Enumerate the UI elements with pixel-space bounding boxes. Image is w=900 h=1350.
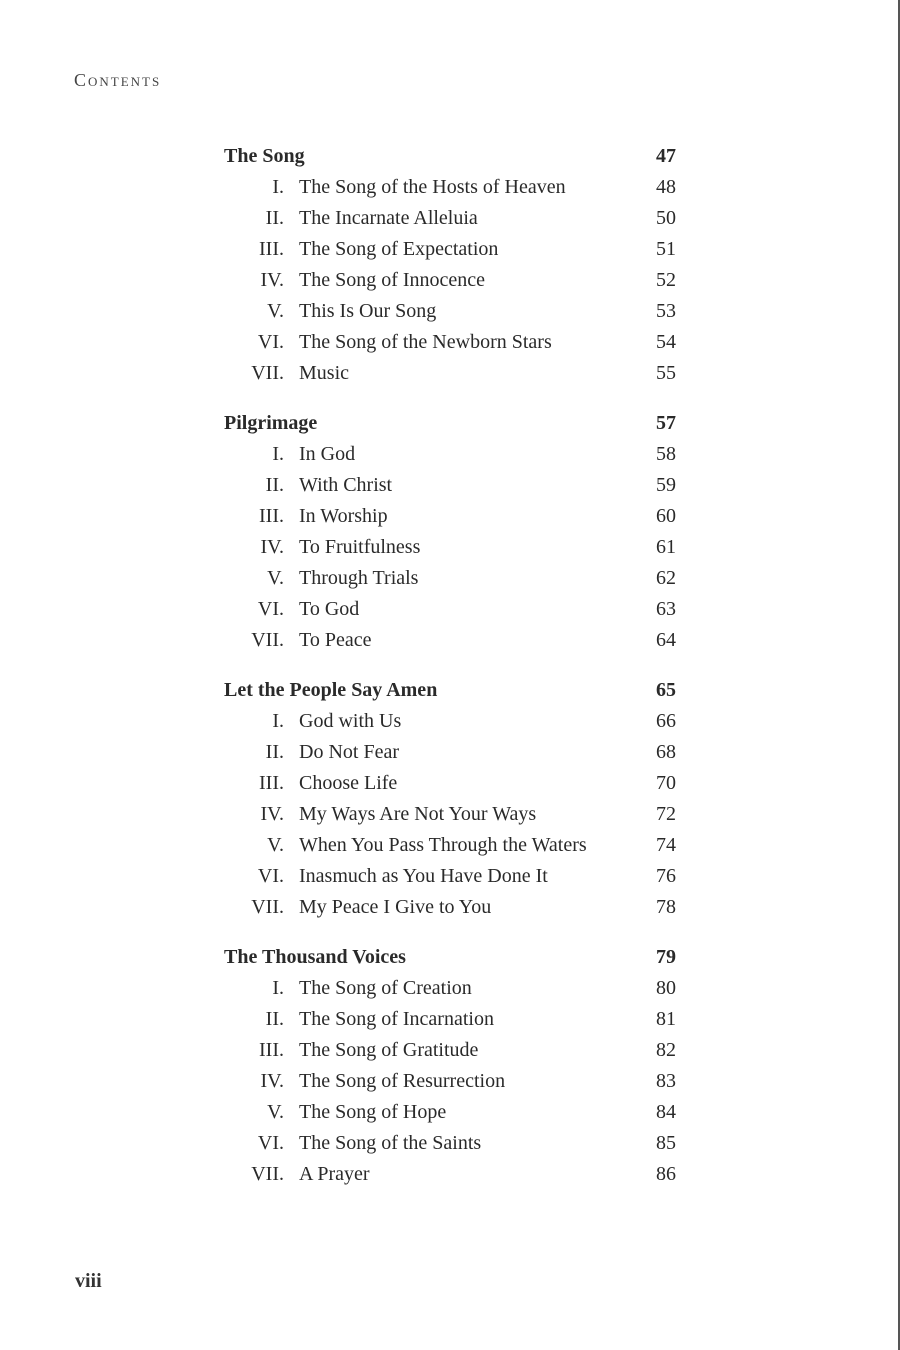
entry-page-number: 55 [656,362,676,384]
entry-numeral: VII. [251,629,284,651]
entry-title: With Christ [299,474,393,496]
entry-title: My Ways Are Not Your Ways [299,803,537,825]
toc-entry[interactable] [224,172,676,203]
entry-title: To Fruitfulness [299,536,421,558]
entry-page-number: 86 [656,1163,676,1185]
entry-numeral: III. [259,238,284,260]
toc-entry[interactable] [224,737,676,768]
entry-numeral: VI. [257,331,284,353]
entry-page-number: 78 [656,896,676,918]
toc-entry[interactable] [224,1128,676,1159]
entry-page-number: 51 [656,238,676,260]
entry-page-number: 76 [656,865,676,887]
entry-page-number: 50 [656,207,676,229]
toc-section [224,942,676,1190]
entry-title: In Worship [299,505,388,527]
entry-page-number: 66 [656,710,676,732]
toc-section-heading[interactable] [224,942,676,973]
entry-page-number: 74 [656,834,676,856]
entry-page-number: 72 [656,803,676,825]
entry-numeral: I. [272,710,284,732]
entry-page-number: 53 [656,300,676,322]
entry-page-number: 62 [656,567,676,589]
toc-entry[interactable] [224,830,676,861]
toc-section-heading[interactable] [224,408,676,439]
entry-page-number: 68 [656,741,676,763]
toc-entry[interactable] [224,625,676,656]
entry-title: The Song of Expectation [299,238,499,260]
entry-numeral: V. [267,567,284,589]
toc-entry[interactable] [224,234,676,265]
entry-title: The Song of Innocence [299,269,486,291]
toc-entry[interactable] [224,892,676,923]
toc-entry[interactable] [224,439,676,470]
toc-entry[interactable] [224,265,676,296]
toc-entry[interactable] [224,1004,676,1035]
toc-entry[interactable] [224,861,676,892]
entry-numeral: I. [272,977,284,999]
entry-numeral: II. [265,207,284,229]
entry-page-number: 83 [656,1070,676,1092]
entry-page-number: 64 [656,629,676,651]
entry-numeral: VII. [251,1163,284,1185]
entry-numeral: VII. [251,362,284,384]
toc-section-heading[interactable] [224,675,676,706]
toc-entry[interactable] [224,501,676,532]
entry-page-number: 58 [656,443,676,465]
entry-numeral: III. [259,505,284,527]
entry-title: God with Us [299,710,402,732]
section-page-number: 65 [656,679,676,701]
toc-section [224,675,676,923]
entry-title: The Song of Resurrection [299,1070,506,1092]
page-folio: viii [75,1270,102,1292]
running-head: Contents [74,70,162,90]
toc-entry[interactable] [224,1035,676,1066]
entry-title: The Song of Hope [299,1101,447,1123]
entry-title: My Peace I Give to You [299,896,492,918]
toc-entry[interactable] [224,358,676,389]
toc-entry[interactable] [224,799,676,830]
entry-numeral: V. [267,834,284,856]
toc-entry[interactable] [224,594,676,625]
section-page-number: 47 [656,145,676,167]
entry-numeral: IV. [260,803,284,825]
toc-entry[interactable] [224,1066,676,1097]
entry-numeral: V. [267,300,284,322]
toc-entry[interactable] [224,470,676,501]
entry-page-number: 70 [656,772,676,794]
entry-title: The Song of the Saints [299,1132,482,1154]
entry-numeral: I. [272,443,284,465]
toc-entry[interactable] [224,973,676,1004]
entry-page-number: 84 [656,1101,676,1123]
entry-page-number: 82 [656,1039,676,1061]
toc-entry[interactable] [224,327,676,358]
section-title: The Thousand Voices [224,946,406,968]
entry-page-number: 52 [656,269,676,291]
entry-numeral: VI. [257,1132,284,1154]
entry-numeral: V. [267,1101,284,1123]
entry-title: This Is Our Song [299,300,437,322]
section-title: The Song [224,145,305,167]
entry-numeral: IV. [260,269,284,291]
entry-page-number: 60 [656,505,676,527]
toc-entry[interactable] [224,296,676,327]
entry-page-number: 48 [656,176,676,198]
entry-numeral: II. [265,474,284,496]
entry-numeral: VI. [257,598,284,620]
table-of-contents [224,141,676,1209]
entry-title: Music [299,362,349,384]
toc-entry[interactable] [224,532,676,563]
toc-entry[interactable] [224,768,676,799]
section-title: Pilgrimage [224,412,318,434]
entry-numeral: IV. [260,536,284,558]
entry-numeral: II. [265,1008,284,1030]
entry-numeral: I. [272,176,284,198]
entry-title: The Song of Gratitude [299,1039,479,1061]
entry-page-number: 63 [656,598,676,620]
entry-numeral: III. [259,772,284,794]
toc-entry[interactable] [224,1097,676,1128]
entry-title: The Song of Creation [299,977,472,999]
toc-entry[interactable] [224,563,676,594]
entry-page-number: 61 [656,536,676,558]
entry-title: To God [299,598,360,620]
entry-page-number: 54 [656,331,676,353]
entry-title: To Peace [299,629,372,651]
toc-section [224,141,676,389]
entry-page-number: 81 [656,1008,676,1030]
entry-numeral: VII. [251,896,284,918]
toc-entry[interactable] [224,203,676,234]
section-title: Let the People Say Amen [224,679,438,701]
toc-section [224,408,676,656]
toc-entry[interactable] [224,1159,676,1190]
entry-title: The Song of the Newborn Stars [299,331,552,353]
entry-title: Through Trials [299,567,419,589]
section-page-number: 79 [656,946,676,968]
entry-numeral: III. [259,1039,284,1061]
entry-numeral: II. [265,741,284,763]
section-page-number: 57 [656,412,676,434]
entry-title: The Song of Incarnation [299,1008,494,1030]
entry-title: Inasmuch as You Have Done It [299,865,548,887]
toc-entry[interactable] [224,706,676,737]
entry-title: In God [299,443,356,465]
entry-page-number: 59 [656,474,676,496]
entry-title: A Prayer [299,1163,370,1185]
toc-section-heading[interactable] [224,141,676,172]
entry-page-number: 85 [656,1132,676,1154]
entry-title: When You Pass Through the Waters [299,834,587,856]
entry-page-number: 80 [656,977,676,999]
entry-numeral: VI. [257,865,284,887]
entry-title: The Song of the Hosts of Heaven [299,176,566,198]
entry-title: Choose Life [299,772,398,794]
entry-numeral: IV. [260,1070,284,1092]
entry-title: Do Not Fear [299,741,399,763]
entry-title: The Incarnate Alleluia [299,207,478,229]
